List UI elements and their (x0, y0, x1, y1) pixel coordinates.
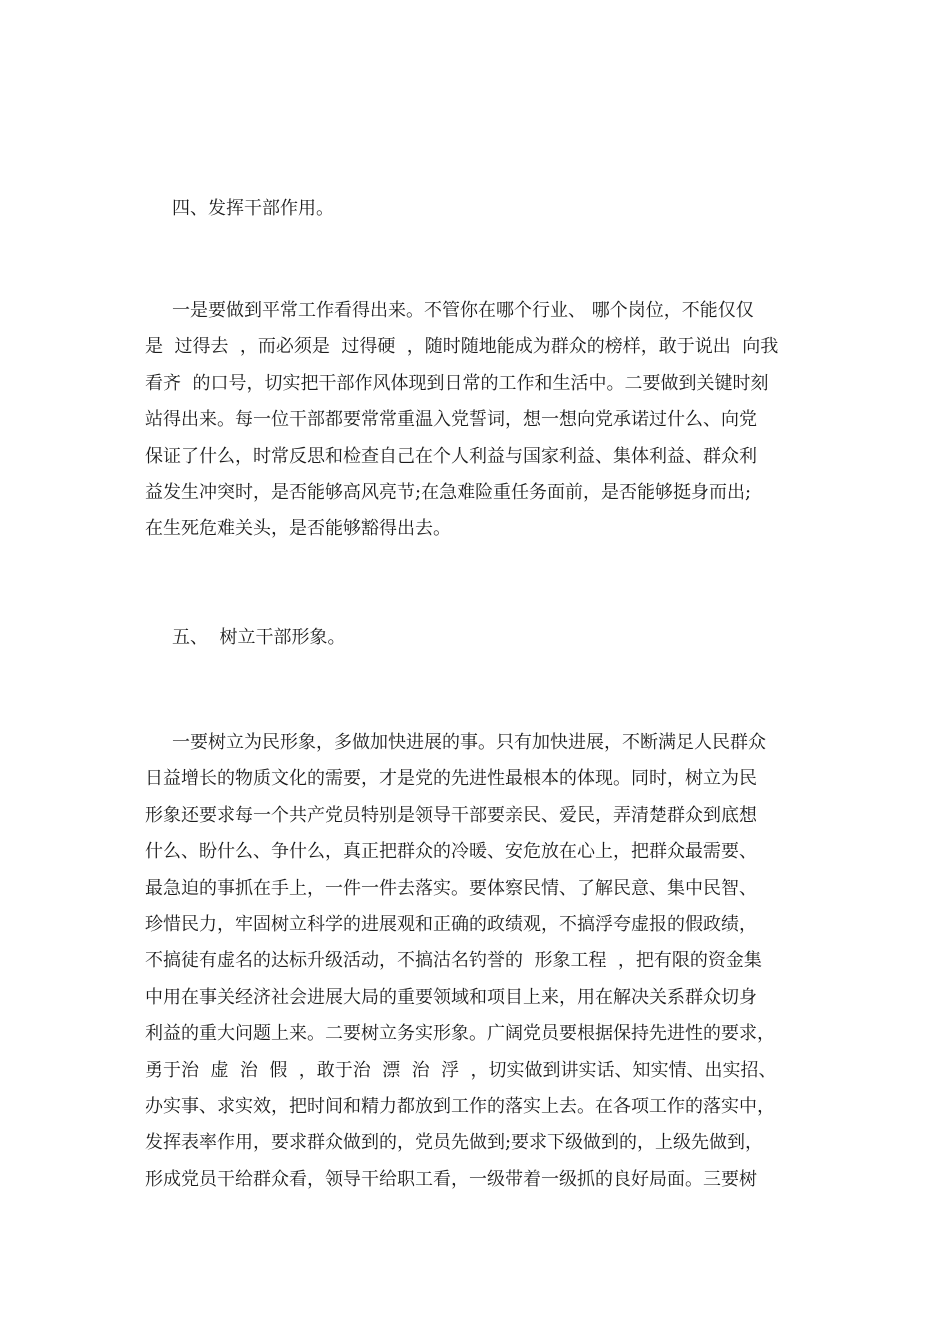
paragraph-line: 利益的重大问题上来。二要树立务实形象。广阔党员要根据保持先进性的要求， (145, 1023, 775, 1045)
paragraph-line: 日益增长的物质文化的需要，才是党的先进性最根本的体现。同时，树立为民 (145, 768, 757, 790)
paragraph-line: 发挥表率作用，要求群众做到的，党员先做到;要求下级做到的，上级先做到， (145, 1132, 764, 1154)
paragraph-line: 看齐 的口号，切实把干部作风体现到日常的工作和生活中。二要做到关键时刻 (145, 372, 769, 394)
paragraph-line: 形成党员干给群众看，领导干给职工看，一级带着一级抓的良好局面。三要树 (145, 1168, 757, 1190)
paragraph-line: 在生死危难关头，是否能够豁得出去。 (145, 518, 451, 540)
paragraph-line: 中用在事关经济社会进展大局的重要领域和项目上来，用在解决关系群众切身 (145, 986, 757, 1008)
section-5-heading: 五、 树立干部形象。 (172, 627, 346, 648)
paragraph-line: 珍惜民力，牢固树立科学的进展观和正确的政绩观，不搞浮夸虚报的假政绩， (145, 913, 757, 935)
paragraph-line: 是 过得去 ，而必须是 过得硬 ，随时随地能成为群众的榜样，敢于说出 向我 (145, 336, 779, 358)
paragraph-line: 最急迫的事抓在手上，一件一件去落实。要体察民情、了解民意、集中民智、 (145, 877, 757, 899)
paragraph-line: 一要树立为民形象，多做加快进展的事。只有加快进展，不断满足人民群众 (172, 732, 766, 753)
paragraph-line: 勇于治 虚 治 假 ，敢于治 漂 治 浮 ，切实做到讲实话、知实情、出实招、 (145, 1059, 777, 1081)
paragraph-line: 不搞徒有虚名的达标升级活动，不搞沽名钓誉的 形象工程 ，把有限的资金集 (145, 950, 762, 972)
section-4-heading: 四、发挥干部作用。 (172, 198, 334, 219)
paragraph-line: 站得出来。每一位干部都要常常重温入党誓词，想一想向党承诺过什么、向党 (145, 409, 757, 431)
paragraph-line: 保证了什么，时常反思和检查自己在个人利益与国家利益、集体利益、群众利 (145, 445, 757, 467)
paragraph-line: 一是要做到平常工作看得出来。不管你在哪个行业、 哪个岗位，不能仅仅 (172, 300, 754, 321)
section-5-paragraph (145, 725, 815, 1198)
paragraph-line: 形象还要求每一个共产党员特别是领导干部要亲民、爱民，弄清楚群众到底想 (145, 804, 757, 826)
section-4-paragraph (145, 293, 815, 548)
paragraph-line: 办实事、求实效，把时间和精力都放到工作的落实上去。在各项工作的落实中， (145, 1095, 775, 1117)
paragraph-line: 什么、盼什么、争什么，真正把群众的冷暖、安危放在心上，把群众最需要、 (145, 841, 757, 863)
paragraph-line: 益发生冲突时，是否能够高风亮节;在急难险重任务面前，是否能够挺身而出; (145, 481, 752, 503)
